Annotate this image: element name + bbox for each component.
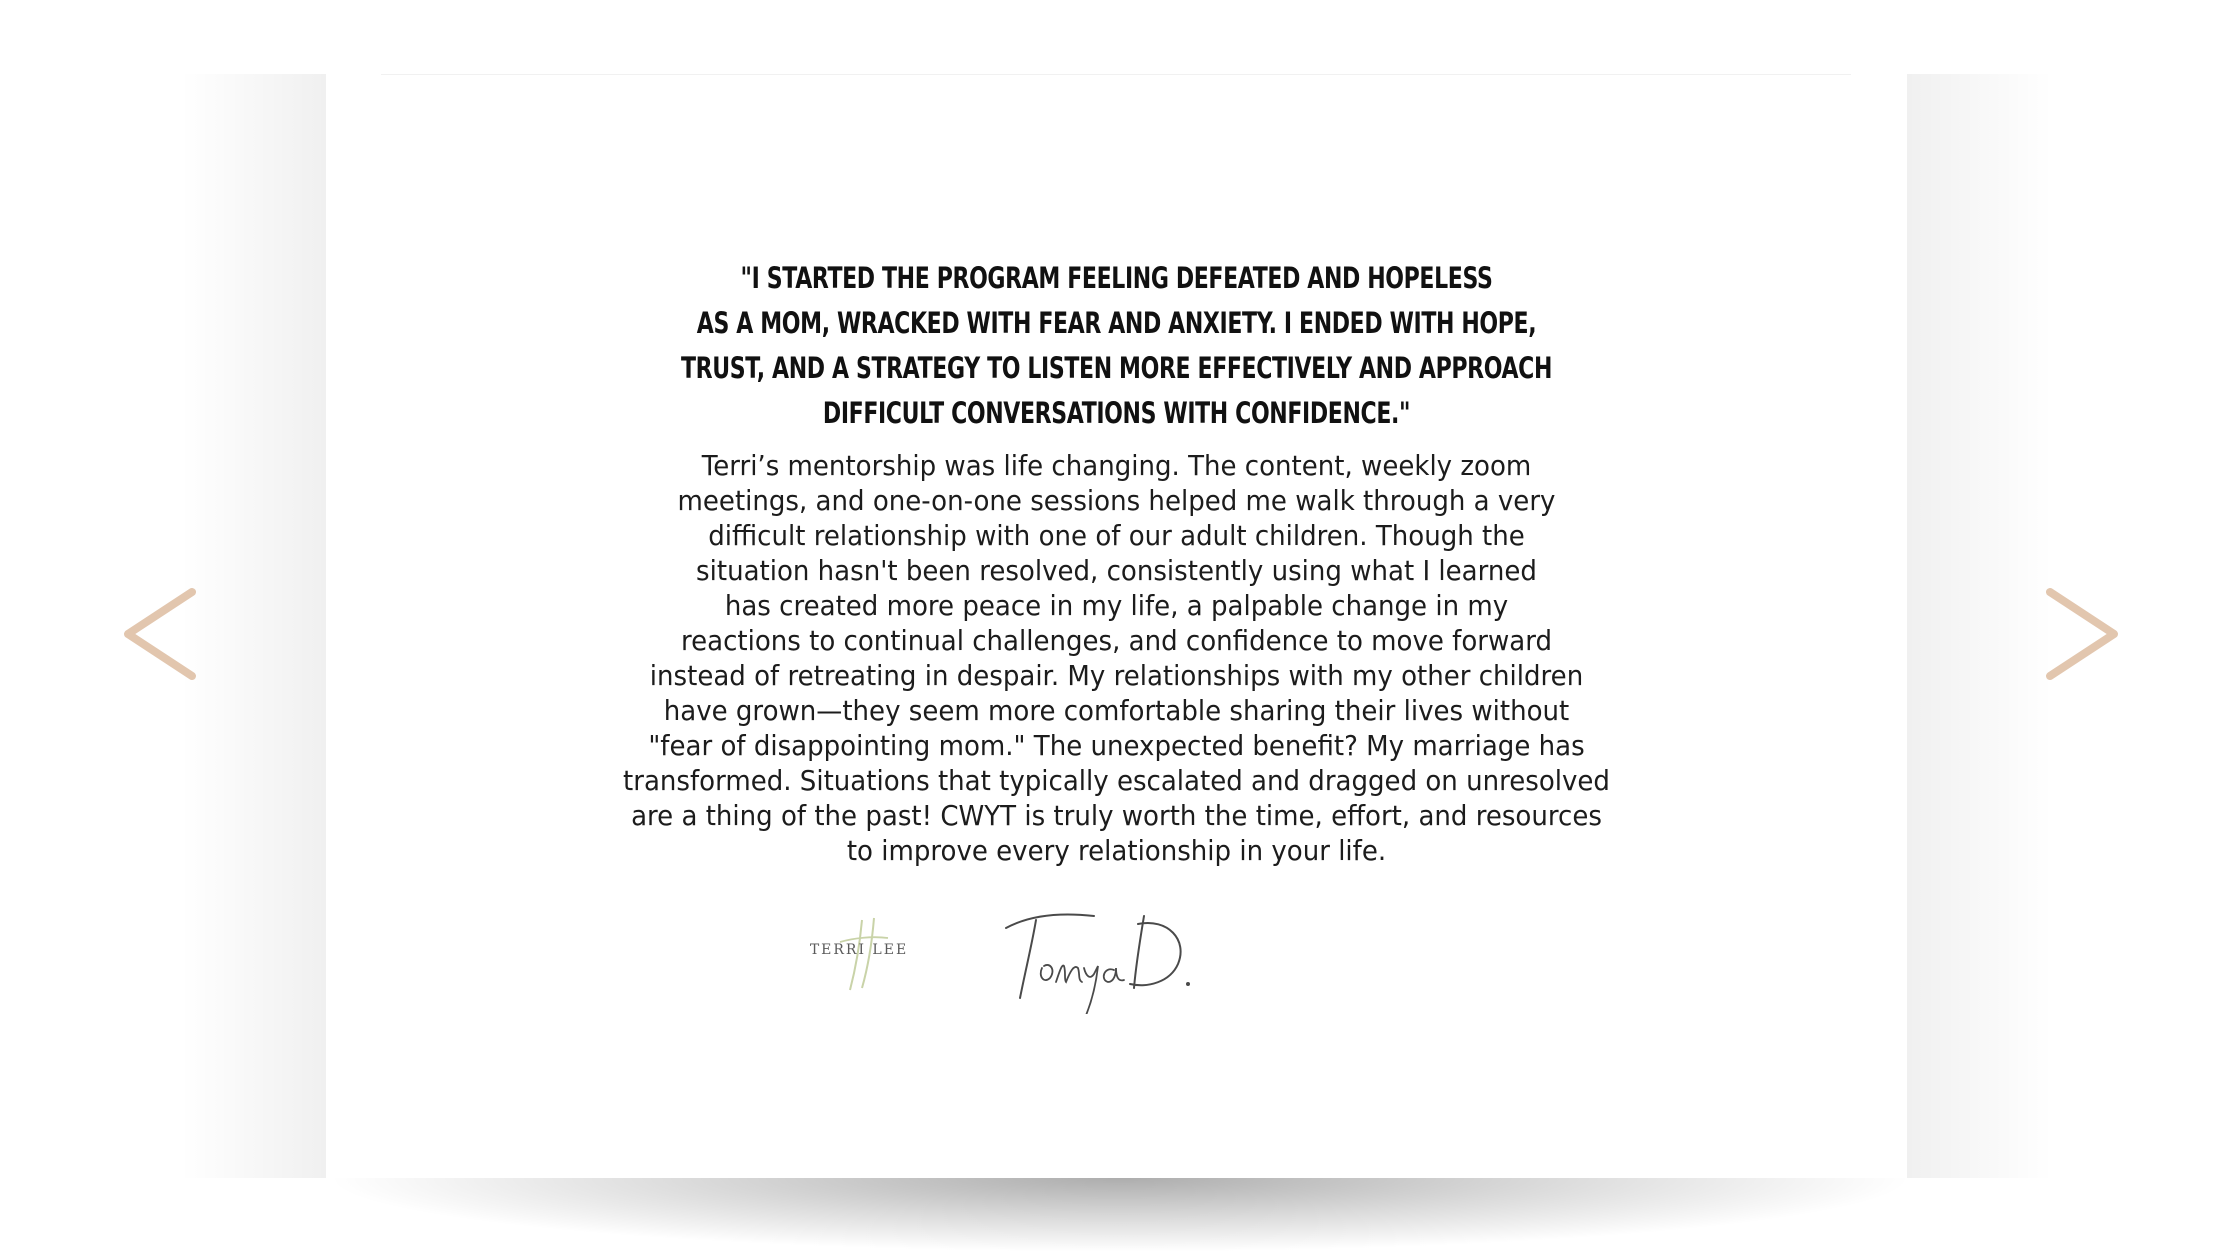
- body-line: reactions to continual challenges, and confidence to move forward: [680, 624, 1553, 657]
- signature-tonya-d: [998, 894, 1198, 1014]
- handwritten-signature: [998, 894, 1198, 1014]
- body-line: to improve every relationship in your life.: [846, 834, 1387, 867]
- previous-slide-button[interactable]: [122, 586, 202, 682]
- body-line: difficult relationship with one of our adult children. Though the: [708, 519, 1525, 552]
- body-line: has created more peace in my life, a palpable change in my: [724, 589, 1509, 622]
- chevron-left-icon: [122, 586, 202, 682]
- headline-line: TRUST, AND A STRATEGY TO LISTEN MORE EFFECTIVELY AND APPROACH: [680, 351, 1553, 385]
- card-shadow-bottom: [330, 1178, 1910, 1260]
- body-line: meetings, and one-on-one sessions helped me walk through a very: [677, 484, 1556, 517]
- card-shadow-right: [1907, 74, 2053, 1178]
- body-line: Terri’s mentorship was life changing. The content, weekly zoom: [701, 449, 1532, 482]
- body-line: "fear of disappointing mom." The unexpected benefit? My marriage has: [648, 729, 1585, 762]
- body-line: instead of retreating in despair. My relationships with my other children: [649, 659, 1584, 692]
- next-slide-button[interactable]: [2040, 586, 2120, 682]
- headline-line: DIFFICULT CONVERSATIONS WITH CONFIDENCE.": [822, 396, 1411, 430]
- chevron-right-icon: [2040, 586, 2120, 682]
- body-line: are a thing of the past! CWYT is truly worth the time, effort, and resources: [631, 799, 1602, 832]
- headline-line: AS A MOM, WRACKED WITH FEAR AND ANXIETY. I ENDED WITH HOPE,: [696, 306, 1537, 340]
- testimonial-headline: [516, 256, 1718, 436]
- body-line: situation hasn't been resolved, consistently using what I learned: [696, 554, 1537, 587]
- logo-text: TERRI LEE: [809, 942, 909, 958]
- terri-lee-logo: [804, 912, 914, 992]
- body-line: have grown—they seem more comfortable sharing their lives without: [663, 694, 1570, 727]
- testimonial-card: [326, 74, 1907, 1178]
- card-top-divider: [381, 74, 1851, 75]
- headline-line: "I STARTED THE PROGRAM FEELING DEFEATED AND HOPELESS: [740, 261, 1493, 295]
- testimonial-body: [381, 448, 1851, 868]
- body-line: transformed. Situations that typically escalated and dragged on unresolved: [623, 764, 1610, 797]
